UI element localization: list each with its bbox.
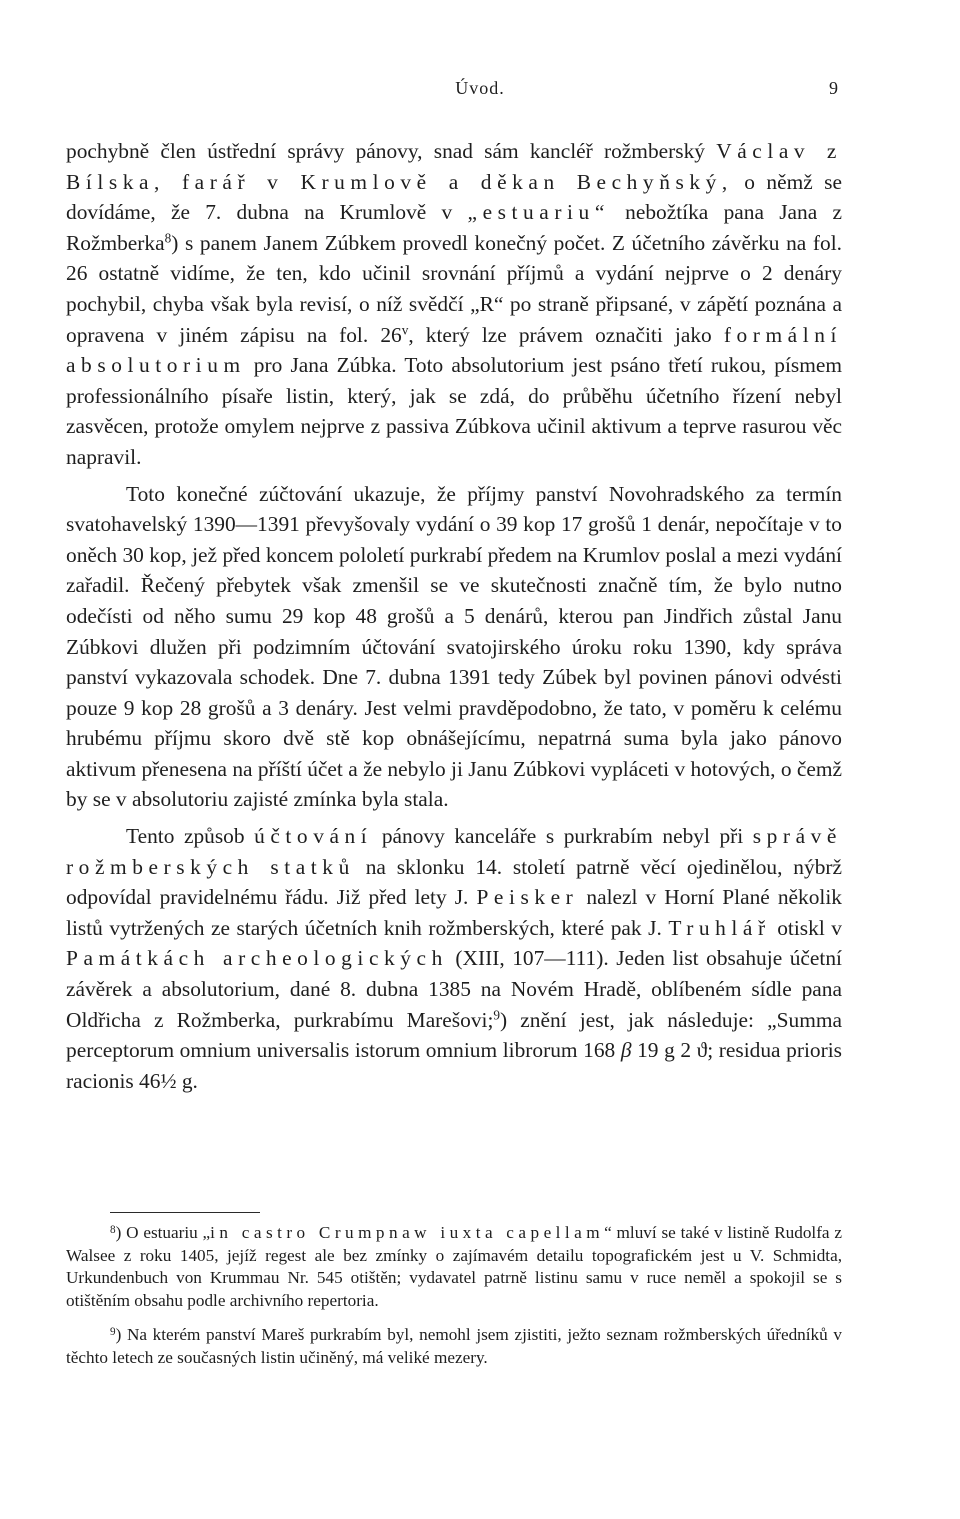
footnote-ref-8: 8	[164, 230, 172, 246]
spaced-name: Peisker	[476, 885, 579, 910]
currency-symbol: ϑ	[696, 1038, 708, 1063]
text-run: “ mluví se také v listině Rudolfa z Walsee z roku 1405, jejíž regest ale bez zmínky o zajímavém detailu topografickém jest u V. Schmidta, Urkundenbuch von Krummau Nr. 545 otištěn; vydavatel patrně listinu samu v ruce neměl a spokojil se s otištěním obsahu podle archivního repertoria.	[66, 1223, 842, 1310]
spaced-term: in castro Crumpnaw iuxta capellam	[210, 1223, 605, 1242]
paragraph-2: Toto konečné zúčtování ukazuje, že příjmy panství Novohradského za termín svatohavelský 1390—1391 převyšovaly vydání o 39 kop 17 grošů 1 denár, nepočítaje v to oněch 30 kop, jež před koncem pololetí purkrabí předem na Krumlov poslal a mezi vydání zařadil. Řečený přebytek však zmenšil se ve skutečnosti značně tím, že bylo nutno odečísti od něho sumu 29 kop 48 grošů a 5 denárů, kterou pan Jindřich zůstal Janu Zúbkovi dlužen při podzimním účtování svatojirského úroku roku 1390, kdy správa panství vykazovala schodek. Dne 7. dubna 1391 tedy Zúbek byl povinen pánovi odvésti pouze 9 kop 28 grošů a 3 denáry. Jest velmi pravděpodobno, že tato, v poměru k celému hrubému příjmu skoro dvě stě kop obnášejícímu, nepatrná suma byla jako pánovo aktivum přenesena na příští účet a že nebylo ji Janu Zúbkovi vypláceti v hotových, o čemž by se v absolutoriu zajisté zmínka byla stala.	[66, 481, 842, 812]
paragraph-1	[66, 136, 842, 473]
text-run: o němž se dovídáme, že 7. dubna na Krumlově v	[66, 169, 842, 225]
footnote-mark: 9	[110, 1326, 116, 1339]
text-run: Tento způsob	[126, 824, 255, 849]
folio-verso-mark: v	[401, 322, 409, 338]
spaced-name: Václav z Bílska, farář v Krumlově a děkan Bechyňský,	[66, 139, 842, 194]
text-run: na sklonku 14. století patrně věcí ojedinělou, nýbrž odpovídal pravidelnému řádu. Již před lety J.	[66, 854, 843, 910]
running-head	[0, 78, 960, 104]
footnotes	[66, 1222, 842, 1370]
paragraph-3	[66, 821, 842, 1096]
spaced-term: formální absolutorium	[66, 322, 842, 378]
spaced-name: Truhlář	[668, 915, 771, 940]
footnote-ref-9: 9	[493, 1007, 501, 1023]
text-run: nalezl v Horní Plané několik listů vytržených ze starých účetních knih rožmberských, které pak J.	[66, 885, 842, 940]
text-run: ) Na kterém panství Mareš purkrabím byl, nemohl jsem zjistiti, ježto seznam rožmberských úředníků v těchto letech ze současných listin učiněný, má veliké mezery.	[66, 1325, 842, 1367]
text-run: ) znění jest, jak následuje: „Summa perceptorum omnium universalis istorum omnium librorum 168	[66, 1007, 842, 1063]
footnote-divider	[110, 1212, 260, 1213]
text-run: (XIII, 107—111). Jeden list obsahuje účetní závěrek a absolutorium, dané 8. dubna 1385 na Novém Hradě, oblíbeném sídle pana Oldřicha z Rožmberka, purkrabímu Marešovi;	[66, 946, 843, 1032]
page-number: 9	[829, 78, 838, 98]
text-run: pro Jana Zúbka. Toto absolutorium jest psáno třetí rukou, písmem professionálního písaře listin, který, jak se zdá, do průběhu účetního řízení nebyl zasvěcen, protože omylem nejprve z passiva Zúbkova učinil aktivum a teprve rasurou věc napravil.	[66, 353, 842, 469]
text-run: nebožtíka pana Jana z Rožmberka	[66, 200, 842, 255]
footnote-8	[66, 1222, 842, 1312]
running-title: Úvod.	[455, 78, 505, 98]
spaced-term: účtování	[254, 824, 373, 849]
text-run: , který lze právem označiti jako	[408, 322, 724, 347]
spaced-term: správě rožmberských statků	[66, 824, 842, 879]
text-run: 19 g 2	[631, 1038, 697, 1063]
text-run: otiskl v	[770, 915, 843, 940]
spaced-title: Památkách archeologických	[66, 946, 448, 971]
footnote-mark: 8	[110, 1223, 116, 1236]
text-run: ) s panem Janem Zúbkem provedl konečný počet. Z účetního závěrku na fol. 26 ostatně vidíme, že ten, kdo učinil srovnání příjmů a vydání nejprve o 2 denáry pochybil, chyba však byla revisí, o níž svědčí „R“ po straně připsané, v zápětí poznána a opravena v jiném zápisu na fol. 26	[66, 230, 842, 347]
spaced-term: „estuariu“	[467, 200, 610, 225]
text-run: pochybně člen ústřední správy pánovy, snad sám kancléř rožmberský	[66, 139, 717, 163]
main-text	[66, 136, 842, 1096]
text-run: ) O estuariu „	[115, 1223, 211, 1242]
text-run: ; residua prioris racionis 46½ g.	[66, 1038, 842, 1093]
text-run: pánovy kanceláře s purkrabím nebyl při	[372, 824, 753, 849]
currency-symbol: β	[620, 1038, 632, 1063]
footnote-9	[66, 1324, 842, 1369]
